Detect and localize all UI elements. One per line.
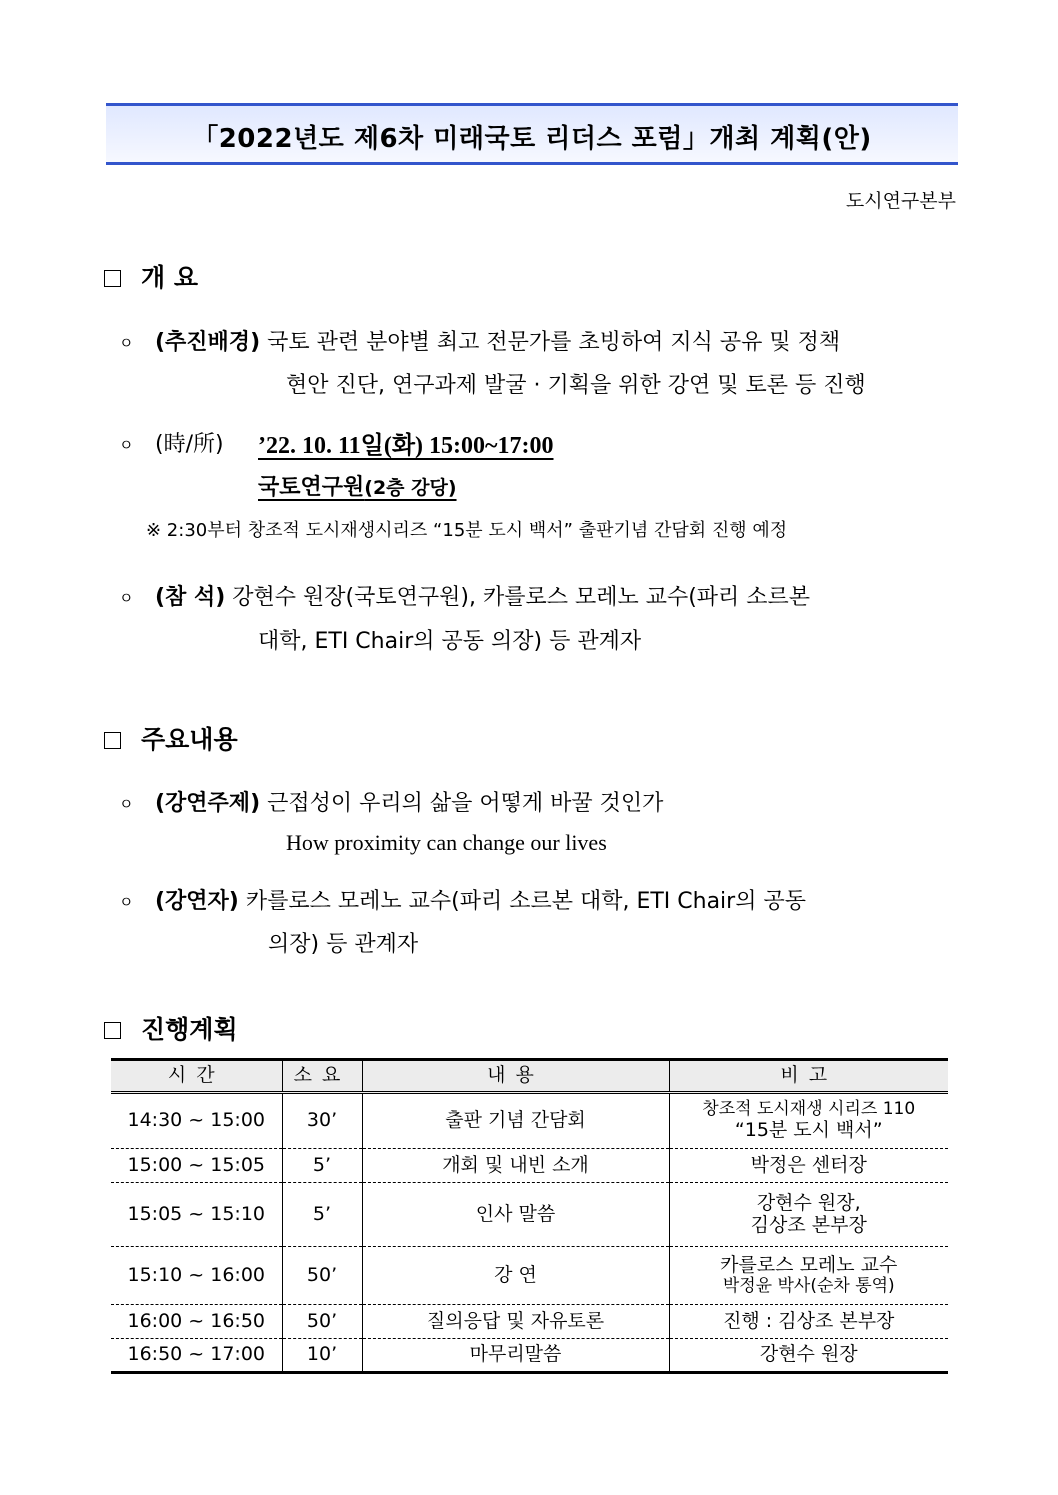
title-box [106,103,958,165]
place-line [258,470,457,501]
table-row [111,1339,948,1373]
topic-korean: 근접성이 우리의 삶을 어떻게 바꿀 것인가 [267,791,664,816]
cell-content: 마무리말씀 [362,1339,669,1373]
note-line2: 박정윤 박사(순차 통역) [722,1275,895,1296]
attendees-text1: 강현수 원장(국토연구원), 카를로스 모레노 교수(파리 소르본 [232,585,811,610]
header-content: 내용 [362,1060,669,1093]
cell-time: 15:00 ~ 15:05 [111,1149,282,1183]
cell-duration: 10’ [282,1339,362,1373]
header-note: 비고 [669,1060,948,1093]
checkbox-square-icon [104,1022,121,1039]
cell-note [669,1093,948,1149]
bullet-icon: ㅇ [119,436,134,454]
time-value: ’22. 10. 11일(화) 15:00~17:00 [258,433,554,459]
table-row [111,1149,948,1183]
cell-content: 질의응답 및 자유토론 [362,1305,669,1339]
topic-line [155,786,663,817]
checkbox-square-icon [104,732,121,749]
speaker-label: (강연자) [155,889,239,914]
table-row [111,1183,948,1247]
cell-time: 15:05 ~ 15:10 [111,1183,282,1247]
bullet-icon: ㅇ [119,893,134,911]
speaker-line1 [155,884,806,915]
cell-time: 15:10 ~ 16:00 [111,1247,282,1305]
cell-time: 14:30 ~ 15:00 [111,1093,282,1149]
topic-english: How proximity can change our lives [286,830,607,855]
cell-duration: 50’ [282,1305,362,1339]
header-time: 시간 [111,1060,282,1093]
document-title: 「2022년도 제6차 미래국토 리더스 포럼」개최 계획(안) [192,124,872,154]
place-main: 국토연구원 [258,475,365,500]
bullet-icon: ㅇ [119,334,134,352]
speaker-text2: 의장) 등 관계자 [268,932,419,957]
section-contents [104,720,238,756]
note-line1: 창조적 도시재생 시리즈 110 [702,1099,916,1120]
table-row [111,1247,948,1305]
background-label: (추진배경) [155,330,261,355]
speaker-text1: 카를로스 모레노 교수(파리 소르본 대학, ETI Chair의 공동 [245,889,806,914]
schedule-note: ※ 2:30부터 창조적 도시재생시리즈 “15분 도시 백서” 출판기념 간담회 진행 예정 [146,520,788,541]
cell-time: 16:50 ~ 17:00 [111,1339,282,1373]
section-contents-title: 주요내용 [141,725,238,754]
cell-content: 인사 말씀 [362,1183,669,1247]
table-header-row [111,1060,948,1093]
cell-note: 진행 : 김상조 본부장 [669,1305,948,1339]
topic-label: (강연주제) [155,791,261,816]
cell-note [669,1183,948,1247]
cell-duration: 30’ [282,1093,362,1149]
table-row [111,1093,948,1149]
bullet-icon: ㅇ [119,795,134,813]
time-label: (時/所) [155,432,224,457]
section-plan-title: 진행계획 [141,1015,238,1044]
cell-duration: 5’ [282,1149,362,1183]
attendees-label: (참 석) [155,585,226,610]
cell-time: 16:00 ~ 16:50 [111,1305,282,1339]
cell-note: 박정은 센터장 [669,1149,948,1183]
note-line2: 김상조 본부장 [750,1213,867,1236]
department: 도시연구본부 [845,190,956,212]
cell-duration: 5’ [282,1183,362,1247]
note-line2: “15분 도시 백서” [734,1118,883,1141]
cell-duration: 50’ [282,1247,362,1305]
section-overview-title: 개 요 [141,263,199,292]
note-line1: 강현수 원장, [756,1191,861,1214]
cell-note [669,1247,948,1305]
cell-content: 개회 및 내빈 소개 [362,1149,669,1183]
cell-content: 출판 기념 간담회 [362,1093,669,1149]
note-line1: 카를로스 모레노 교수 [720,1253,898,1276]
header-duration: 소요 [282,1060,362,1093]
cell-content: 강 연 [362,1247,669,1305]
checkbox-square-icon [104,270,121,287]
schedule-table [111,1058,948,1374]
cell-note: 강현수 원장 [669,1339,948,1373]
attendees-line1 [155,580,810,611]
background-text2: 현안 진단, 연구과제 발굴 · 기획을 위한 강연 및 토론 등 진행 [286,373,866,398]
background-line1 [155,325,840,356]
attendees-text2: 대학, ETI Chair의 공동 의장) 등 관계자 [258,629,642,654]
bullet-icon: ㅇ [119,589,134,607]
section-plan [104,1010,238,1046]
table-row [111,1305,948,1339]
background-text1: 국토 관련 분야별 최고 전문가를 초빙하여 지식 공유 및 정책 [267,330,841,355]
time-line [155,427,224,458]
place-detail: (2층 강당) [364,477,457,499]
section-overview [104,258,198,294]
